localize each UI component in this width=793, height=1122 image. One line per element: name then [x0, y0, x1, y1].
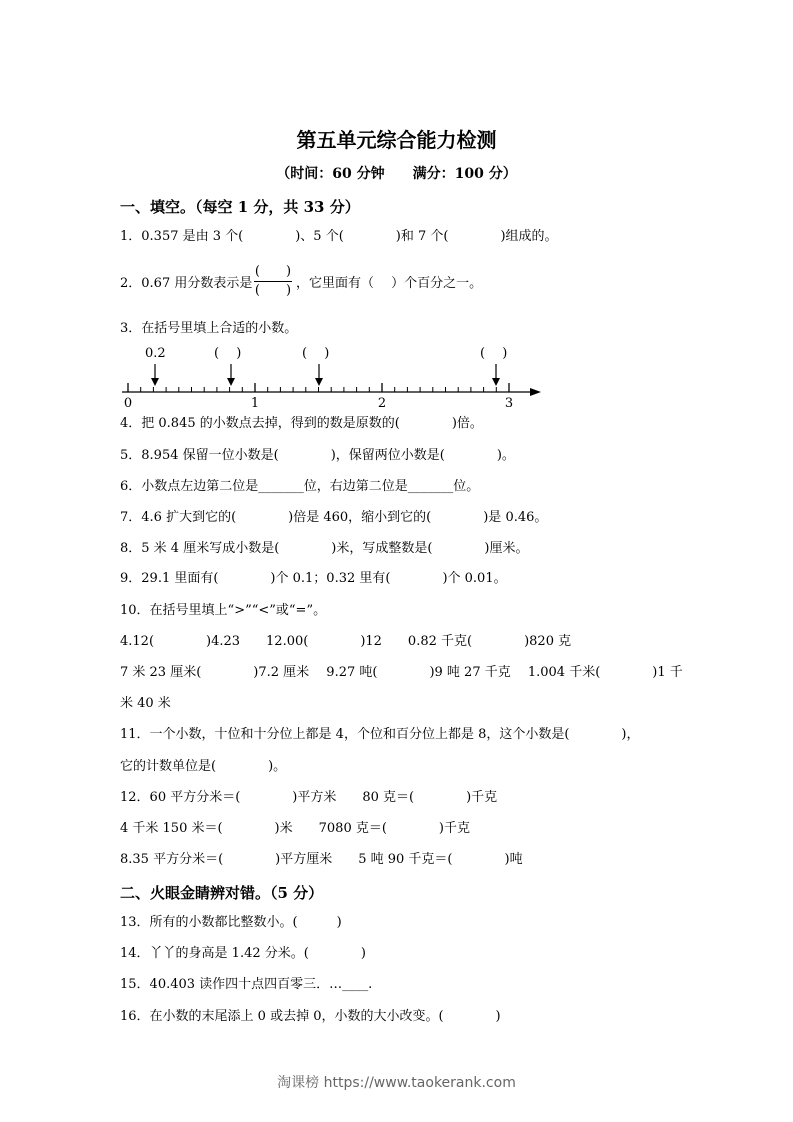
question-9: 9．29.1 里面有( )个 0.1；0.32 里有( )个 0.01。: [120, 571, 507, 586]
down-arrow-4: [492, 364, 500, 386]
fraction-numerator-blank[interactable]: ( ): [254, 264, 292, 279]
question-4: 4．把 0.845 的小数点去掉，得到的数是原数的( )倍。: [120, 416, 483, 431]
number-line: [0, 0, 793, 420]
question-12-line-3: 8.35 平方分米＝( )平方厘米 5 吨 90 千克＝( )吨: [120, 852, 523, 867]
watermark-footer: 淘课榜 https://www.taokerank.com: [277, 1075, 516, 1091]
fraction-denominator-blank[interactable]: ( ): [254, 283, 292, 298]
question-10-line-2: 7 米 23 厘米( )7.2 厘米 9.27 吨( )9 吨 27 千克 1.004 千米( )1 千: [120, 665, 683, 680]
down-arrow-3: [315, 364, 323, 386]
question-11-line-2: 它的计数单位是( )。: [120, 759, 287, 774]
question-1: 1．0.357 是由 3 个( )、5 个( )和 7 个( )组成的。: [120, 229, 558, 244]
numberline-label-0-2: 0.2: [145, 346, 166, 361]
question-10-line-1: 4.12( )4.23 12.00( )12 0.82 千克( )820 克: [120, 634, 572, 649]
number-line-tick-label-3: 3: [504, 396, 514, 411]
question-12-line-2: 4 千米 150 米＝( )米 7080 克＝( )千克: [120, 821, 470, 836]
number-line-tick-label-2: 2: [377, 396, 387, 411]
question-15: 15．40.403 读作四十点四百零三．…____.: [120, 977, 373, 992]
number-line-arrowhead: [530, 388, 541, 396]
question-10: 10．在括号里填上“>”“<”或“=”。: [120, 603, 327, 618]
numberline-blank-3[interactable]: ( ): [480, 346, 508, 361]
question-13: 13．所有的小数都比整数小。( ): [120, 915, 342, 930]
numberline-blank-2[interactable]: ( ): [302, 346, 330, 361]
question-12-line-1: 12．60 平方分米＝( )平方米 80 克＝( )千克: [120, 790, 498, 805]
question-16: 16．在小数的末尾添上 0 或去掉 0，小数的大小改变。( ): [120, 1009, 501, 1024]
question-6: 6．小数点左边第二位是_______位，右边第二位是_______位。: [120, 479, 480, 494]
question-14: 14．丫丫的身高是 1.42 分米。( ): [120, 946, 366, 961]
down-arrow-1: [151, 364, 159, 386]
down-arrow-2: [227, 364, 235, 386]
question-2-prefix: 2．0.67 用分数表示是: [120, 276, 253, 291]
number-line-tick-label-1: 1: [250, 396, 260, 411]
question-11-line-1: 11．一个小数，十位和十分位上都是 4，个位和百分位上都是 8，这个小数是( )，: [120, 727, 640, 742]
section-heading-2: 二、火眼金睛辨对错。（5 分）: [120, 884, 324, 902]
question-10-line-3: 米 40 米: [120, 696, 171, 711]
numberline-blank-1[interactable]: ( ): [214, 346, 242, 361]
page-title: 第五单元综合能力检测: [296, 128, 497, 152]
section-heading-1: 一、填空。（每空 1 分，共 33 分）: [120, 198, 360, 216]
question-3: 3．在括号里填上合适的小数。: [120, 321, 298, 336]
question-7: 7．4.6 扩大到它的( )倍是 460，缩小到它的( )是 0.46。: [120, 510, 548, 525]
question-5: 5．8.954 保留一位小数是( )，保留两位小数是( )。: [120, 448, 515, 463]
question-8: 8．5 米 4 厘米写成小数是( )米，写成整数是( )厘米。: [120, 541, 529, 556]
question-2-suffix: ，它里面有（ ）个百分之一。: [296, 276, 483, 291]
number-line-tick-label-0: 0: [123, 396, 133, 411]
page-subtitle: （时间：60 分钟 满分：100 分）: [276, 166, 517, 182]
